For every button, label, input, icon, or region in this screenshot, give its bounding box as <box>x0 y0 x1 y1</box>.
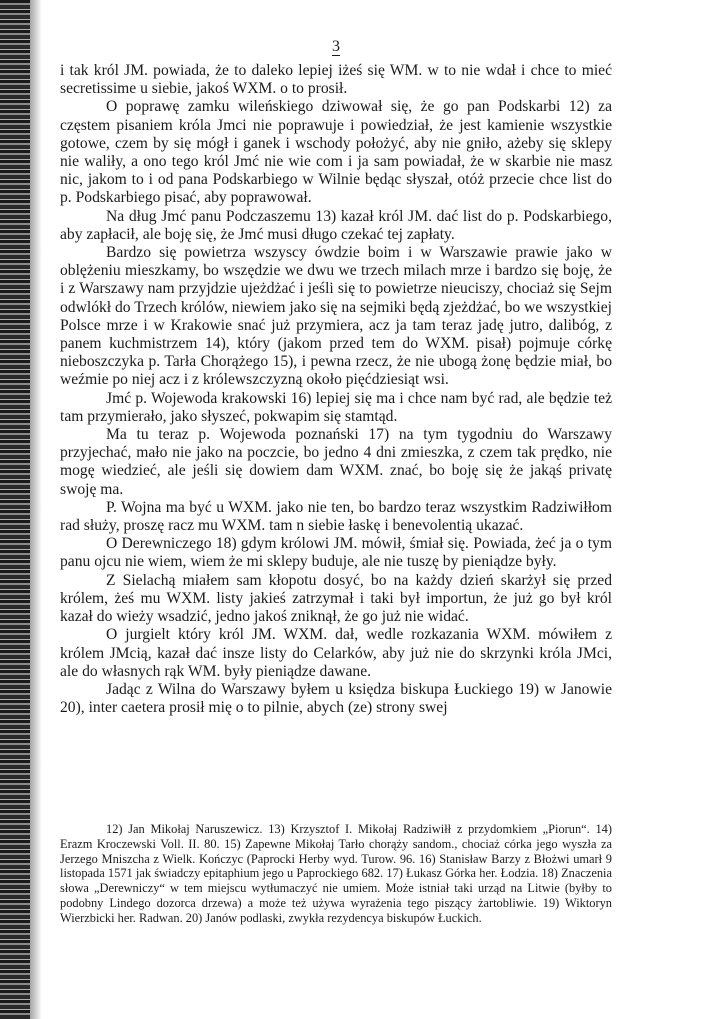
paragraph: Jmć p. Wojewoda krakowski 16) lepiej się ma i chce nam być rad, ale będzie też tam przymierało, jako słyszeć, pokwapim się stamtąd. <box>60 389 612 425</box>
book-spine-edge <box>0 0 30 1019</box>
page-number: 3 <box>332 38 340 55</box>
paragraph: Jadąc z Wilna do Warszawy byłem u księdza biskupa Łuckiego 19) w Janowie 20), inter caetera prosił mię o to pilnie, abych (ze) strony swej <box>60 680 612 717</box>
paragraph: O jurgielt który król JM. WXM. dał, wedle rozkazania WXM. mówiłem z królem JMcią, kazał dać insze listy do Celarków, aby już nie do skrzynki króla JMci, ale do własnych rąk WM. były pieniądze dawane. <box>60 626 612 680</box>
paragraph: P. Wojna ma być u WXM. jako nie ten, bo bardzo teraz wszystkim Radziwiłłom rad służy, proszę racz mu WXM. tam n siebie łaskę i benevolentią ukazać. <box>60 498 612 535</box>
paragraph: Na dług Jmć panu Podczaszemu 13) kazał król JM. dać list do p. Podskarbiego, aby zapłacił, ale boję się, że Jmć musi długo czekać tej zapłaty. <box>60 207 612 243</box>
paragraph: O poprawę zamku wileńskiego dziwował się, że go pan Podskarbi 12) za częstem pisaniem króla Jmci nie poprawuje i powiedział, że jest kamienie wszystkie gotowe, czem by się mógł i ganek i wschody położyć, aby nie gniło, ażeby się sklepy nie waliły, a ono tego król Jmć nie wie com i ja sam powiadał, że w skarbie nie masz nic, jakom to i od pana Podskarbiego w Wilnie będąc słyszał, otóż przecie chce list do p. Podskarbiego pisać, aby poprawował. <box>60 98 612 207</box>
document-page <box>60 38 612 717</box>
paragraph: Bardzo się powietrza wszyscy ówdzie boim i w Warszawie prawie jako w oblężeniu mieszkamy, bo wszędzie we dwu we trzech milach mrze i bardzo się boję, że i z Warszawy nam przyjdzie ujeżdżać i jeśli się to powietrze nieuciszy, chociaż się Sejm odwlókł do Trzech królów, niewiem jako się na sejmiki będą zjeżdżać, bo we wszystkiej Polsce mrze i w Krakowie snać już przymiera, acz ja tam teraz jadę jutro, dalibóg, z panem kuchmistrzem 14), który (jakom przed tem do WXM. pisał) pojmuje córkę nieboszczyka p. Tarła Chorążego 15), i pewna rzecz, że nie ubogą żonę będzie miał, bo weźmie po niej acz i z królewszczyzną około pięćdziesiąt wsi. <box>60 244 612 389</box>
footnotes <box>60 822 612 926</box>
main-text <box>60 62 612 717</box>
paragraph: Ma tu teraz p. Wojewoda poznański 17) na tym tygodniu do Warszawy przyjechać, mało nie jako na poczcie, bo jedno 4 dni zmieszka, z czem tak prędko, nie mogę wiedzieć, ale jeśli się dowiem dam WXM. znać, bo boję się że jakąś privatę swoję ma. <box>60 426 612 498</box>
paragraph: Z Sielachą miałem sam kłopotu dosyć, bo na każdy dzień skarżył się przed królem, żeś mu WXM. listy jakieś zatrzymał i taki był importun, że już go był król kazał do wieży wsadzić, jedno jakoś zniknął, że go już nie widać. <box>60 571 612 626</box>
paragraph: i tak król JM. powiada, że to daleko lepiej iżeś się WM. w to nie wdał i chce to mieć secretissime u siebie, jakoś WXM. o to prosił. <box>60 62 612 98</box>
paragraph: O Derewniczego 18) gdym królowi JM. mówił, śmiał się. Powiada, żeć ja o tym panu ojcu nie wiem, wiem że mi sklepy buduje, ale nie tuszę by pieniądze były. <box>60 535 612 571</box>
footnote-text: 12) Jan Mikołaj Naruszewicz. 13) Krzysztof I. Mikołaj Radziwiłł z przydomkiem „Piorun“. 14) Erazm Kroczewski Voll. II. 80. 15) Zapewne Mikołaj Tarło chorąży sandom., chociaż córka jego wyszła za Jerzego Mniszcha z Wielk. Kończyc (Paprocki Herby wyd. Turow. 96. 16) Stanisław Barzy z Błożwi umarł 9 listopada 1571 jak świadczy epitaphium jego u Paprockiego 682. 17) Łukasz Górka her. Łodzia. 18) Znaczenia słowa „Derewniczy“ w tem miejscu wytłumaczyć nie umiem. Może istniał taki urząd na Litwie (byłby to podobny Lindego dozorca drzewa) a może też używa wyrażenia tego piszący żartobliwie. 19) Wiktoryn Wierzbicki her. Radwan. 20) Janów podlaski, zwykła rezydencya biskupów Łuckich. <box>60 822 612 925</box>
